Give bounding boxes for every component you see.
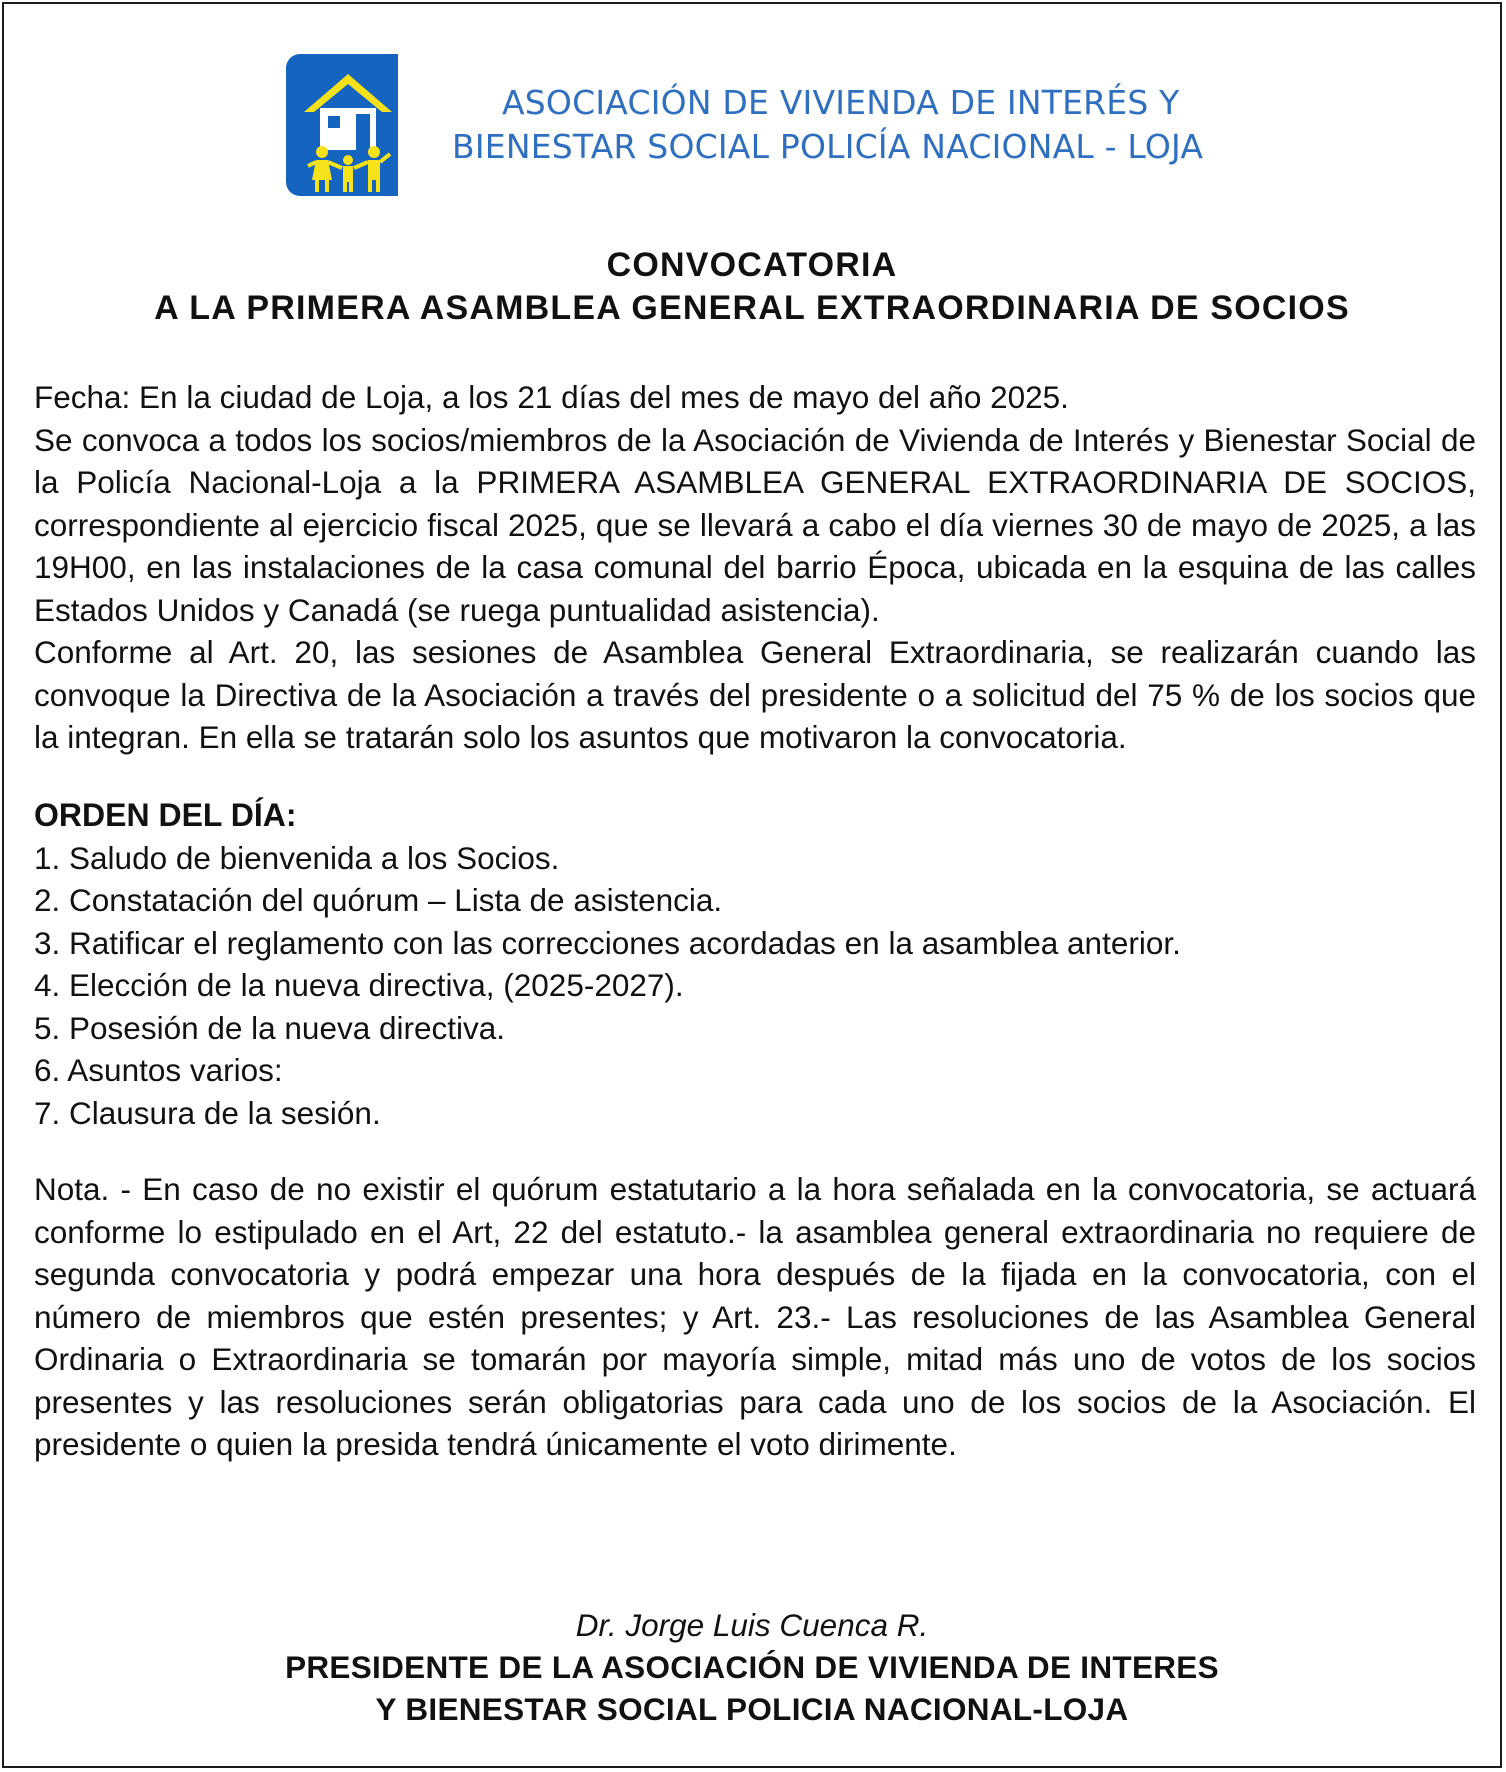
letterhead <box>286 54 1203 196</box>
agenda-item: 2. Constatación del quórum – Lista de asistencia. <box>34 882 723 918</box>
signature-block <box>4 1604 1500 1730</box>
organization-name-line-1: ASOCIACIÓN DE VIVIENDA DE INTERÉS Y <box>502 83 1180 122</box>
convocation-paragraph: Se convoca a todos los socios/miembros de la Asociación de Vivienda de Interés y Bienestar Social de la Policía Nacional-Loja a la PRIMERA ASAMBLEA GENERAL EXTRAORDINARIA DE SOCIOS, correspondiente al ejercicio fiscal 2025, que se llevará a cabo el día viernes 30 de mayo de 2025, a las 19H00, en las instalaciones de la casa comunal del barrio Época, ubicada en la esquina de las calles Estados Unidos y Canadá (se ruega puntualidad asistencia). <box>34 421 1476 628</box>
title-line-2: A LA PRIMERA ASAMBLEA GENERAL EXTRAORDINARIA DE SOCIOS <box>154 289 1350 327</box>
organization-name-line-2: BIENESTAR SOCIAL POLICÍA NACIONAL - LOJA <box>452 127 1204 166</box>
agenda-item: 4. Elección de la nueva directiva, (2025-2027). <box>34 967 684 1003</box>
date-paragraph: Fecha: En la ciudad de Loja, a los 21 días del mes de mayo del año 2025. <box>34 379 1069 415</box>
agenda-list <box>34 837 1476 1135</box>
title-line-1: CONVOCATORIA <box>606 246 898 284</box>
signer-name: Dr. Jorge Luis Cuenca R. <box>575 1607 929 1643</box>
agenda-item: 7. Clausura de la sesión. <box>34 1094 381 1131</box>
signer-role-line-2: Y BIENESTAR SOCIAL POLICIA NACIONAL-LOJA <box>375 1691 1129 1727</box>
agenda-item: 1. Saludo de bienvenida a los Socios. <box>34 839 560 876</box>
document-page <box>2 2 1502 1768</box>
agenda-title: ORDEN DEL DÍA: <box>34 796 297 833</box>
house-family-logo-icon <box>286 54 420 196</box>
article-paragraph: Conforme al Art. 20, las sesiones de Asamblea General Extraordinaria, se realizarán cuando las convoque la Directiva de la Asociación a través del presidente o a solicitud del 75 % de los socios que la integran. En ella se tratarán solo los asuntos que motivaron la convocatoria. <box>34 634 1476 755</box>
note-paragraph: Nota. - En caso de no existir el quórum estatutario a la hora señalada en la convocatoria, se actuará conforme lo estipulado en el Art, 22 del estatuto.- la asamblea general extraordinaria no requiere de segunda convocatoria y podrá empezar una hora después de la fijada en la convocatoria, con el número de miembros que estén presentes; y Art. 23.- Las resoluciones de las Asamblea General Ordinaria o Extraordinaria se tomarán por mayoría simple, mitad más uno de votos de los socios presentes y las resoluciones serán obligatorias para cada uno de los socios de la Asociación. El presidente o quien la presida tendrá únicamente el voto dirimente. <box>34 1171 1476 1462</box>
document-title <box>4 244 1500 330</box>
signer-role-line-1: PRESIDENTE DE LA ASOCIACIÓN DE VIVIENDA DE INTERES <box>285 1649 1219 1685</box>
document-body <box>34 376 1476 1466</box>
agenda-item: 6. Asuntos varios: <box>34 1052 283 1088</box>
agenda-item: 5. Posesión de la nueva directiva. <box>34 1009 506 1046</box>
organization-name <box>452 81 1203 169</box>
agenda-item: 3. Ratificar el reglamento con las correcciones acordadas en la asamblea anterior. <box>34 924 1181 961</box>
